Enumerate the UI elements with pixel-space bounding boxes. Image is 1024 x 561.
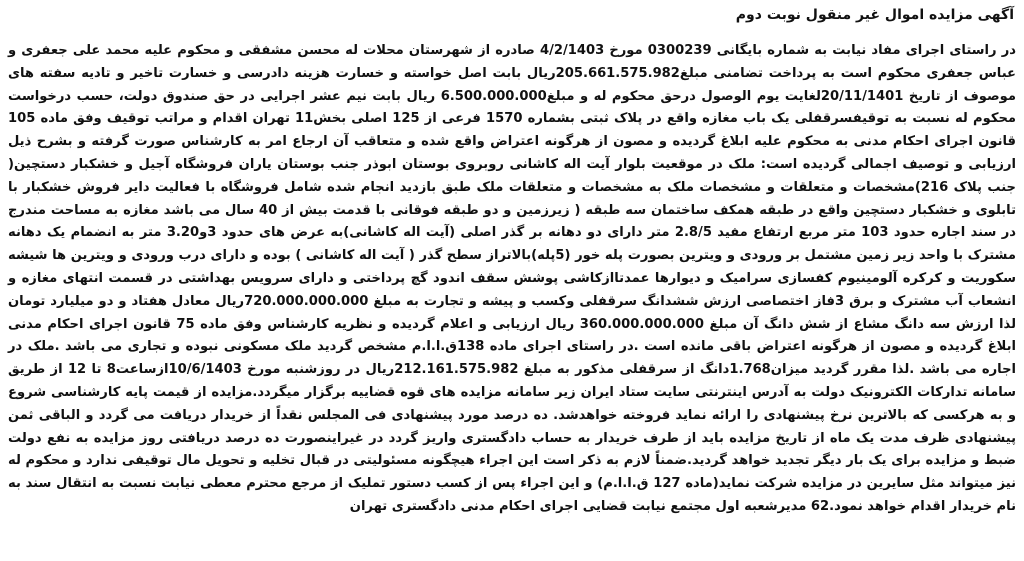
notice-title: آگهی مزایده اموال غیر منقول نوبت دوم (735, 7, 1014, 23)
auction-notice (6, 4, 1018, 557)
notice-body: در راستای اجرای مفاد نیابت به شماره بایگانی 0300239 مورخ 4/2/1403 صادره از شهرستان محلات له محسن مشفقی و محکوم علیه محمد علی جعفری و عباس جعفری محکوم است به پرداخت تضامنی مبلغ205.661.575.982ریال بابت اصل خواسته و خسارت هزینه دادرسی و خسارت تاخیر و تادیه سفته های موصوف از تاریخ 20/11/1401لغایت یوم الوصول درحق محکوم له و مبلغ6.500.000.000 ریال بابت نیم عشر اجرایی در حق صندوق دولت، حسب درخواست محکوم له نسبت به توقیفسرقفلی یک باب مغازه واقع در پلاک ثبتی بشماره 1570 فرعی از 125 اصلی بخش11 تهران اقدام و مراتب توقیف وفق ماده 105 قانون اجرای احکام مدنی به محکوم علیه ابلاغ گردیده و مصون از هرگونه اعتراض واقع شده و متعاقب آن ارجاع امر به کارشناس صورت گرفته و بشرح ذیل ارزیابی و توصیف اجمالی گردیده است: ملک در موقعیت بلوار آیت اله کاشانی روبروی بوستان ابوذر جنب بوستان یاران فروشگاه آجیل و خشکبار دستچین( جنب پلاک 216)مشخصات و متعلقات و مشخصات ملک به مشخصات و متعلقات ملک طبق بازدید انجام شده شامل فروشگاه با فعالیت دایر فروش خشکبار با تابلوی و خشکبار دستچین واقع در طبقه همکف ساختمان سه طبقه ( زیرزمین و دو طبقه فوقانی با قدمت بیش از 40 سال می باشد مغازه به مساحت مندرج در سند اجاره حدود 103 متر مربع ارتفاع مفید 2.8/5 متر دارای دو دهانه بر گذر اصلی (آیت اله کاشانی)به عرض های حدود 3و3.20 متر به انضمام یک دهانه مشترک با واحد زیر زمین مشتمل بر ورودی و ویترین بصورت پله خور (5پله)بالاتراز سطح گذر ( آیت اله کاشانی ) بوده و دارای درب ورودی و ویترین ها شیشه سکوریت و کرکره آلومینیوم کفسازی سرامیک و دیوارها عمدتاازکاشی پوشش سقف اندود گچ پرداختی و دارای سرویس بهداشتی در قسمت انتهای مغازه و انشعاب آب مشترک و برق 3فاز اختصاصی ارزش ششدانگ سرقفلی وکسب و پیشه و تجارت به مبلغ 720.000.000.000ریال معادل هفتاد و دو میلیارد تومان لذا ارزش سه دانگ مشاع از شش دانگ آن مبلغ 360.000.000.000 ریال ارزیابی و اعلام گردیده و نظریه کارشناس وفق ماده 75 قانون اجرای احکام مدنی ابلاغ گردیده و مصون از هرگونه اعتراض باقی مانده است .در راستای اجرای ماده 138ق.ا.ا.م مشخص گردید ملک مسکونی نبوده و تجاری می باشد .ملک در اجاره می باشد .لذا مقرر گردید میزان1.768دانگ از سرقفلی مذکور به مبلغ 212.161.575.982ریال در روزشنبه مورخ 10/6/1403ازساعت8 تا 12 از طریق سامانه تدارکات الکترونیک دولت به آدرس اینترنتی سایت ستاد ایران زیر سامانه مزایده های قوه قضاییه برگزار میگردد.مزایده از قیمت پایه کارشناسی شروع و به هرکسی که بالاترین نرخ پیشنهادی را ارائه نماید فروخته خواهدشد. ده درصد مورد پیشنهادی فی المجلس نقداً از خریدار دریافت می گردد و الباقی ثمن پیشنهادی ظرف مدت یک ماه از تاریخ مزایده باید از طرف خریدار به حساب دادگستری واریز گردد در غیراینصورت ده درصد دریافتی روز مزایده به نفع دولت ضبط و مزایده برای یک بار دیگر تجدید خواهد گردید.ضمناً لازم به ذکر است این اجراء هیچگونه مسئولیتی در قبال تخلیه و تحویل مال توقیفی ندارد و محکوم له نیز میتواند مثل سایرین در مزایده شرکت نماید(ماده 127 ق.ا.ا.م) و این اجراء پس از کسب دستور تملیک از مرجع محترم معطی نیابت نسبت به انتقال سند به نام خریدار اقدام خواهد نمود.62 مدیرشعبه اول مجتمع نیابت قضایی اجرای احکام مدنی دادگستری تهران (8, 43, 1017, 514)
